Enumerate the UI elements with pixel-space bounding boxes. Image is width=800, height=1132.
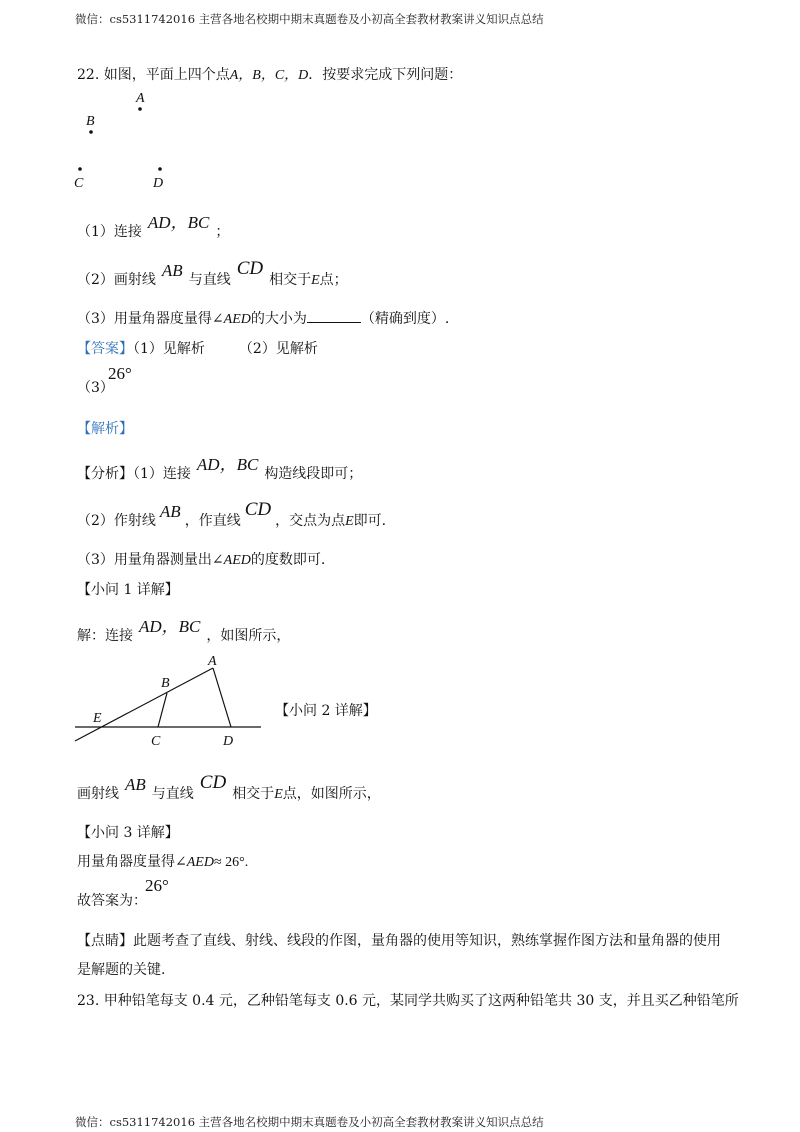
sub2-cd: CD xyxy=(199,772,227,793)
question-23: 23. 甲种铅笔每支 0.4 元，乙种铅笔每支 0.6 元，某同学共购买了这两种铅笔共 30 支，并且买乙种铅笔所 xyxy=(77,993,739,1009)
p2-ab: AB xyxy=(161,261,183,280)
fig-label-a: A xyxy=(208,654,217,669)
page-header: 微信：cs5311742016 主营各地名校期中期末真题卷及小初高全套教材教案讲义知识点总结 xyxy=(75,12,544,26)
answer-2: （2）见解析 xyxy=(238,341,318,357)
sub3-answer-value: 26° xyxy=(145,876,169,895)
p1-post: ； xyxy=(215,224,230,240)
p1-pre: （1）连接 xyxy=(77,224,142,240)
construction-figure xyxy=(65,650,275,750)
l1-pre: （1）连接 xyxy=(133,466,191,482)
sub2-text xyxy=(77,772,381,804)
l2-cd: CD xyxy=(244,499,272,520)
l2-mid: ，作直线 xyxy=(184,513,241,529)
p2-pre: （2）画射线 xyxy=(77,272,156,288)
l2-pre: （2）作射线 xyxy=(77,513,156,529)
comment-line-2: 是解题的关键. xyxy=(77,962,166,978)
comment-line-1 xyxy=(77,930,721,950)
stem-text: 22. 如图，平面上四个点 xyxy=(77,67,230,83)
point-a xyxy=(138,107,142,111)
comment-tag: 【点睛】 xyxy=(77,933,133,949)
answer-3-label: （3） xyxy=(77,380,114,396)
p2-e: E xyxy=(311,273,320,288)
stem-points: A，B，C，D xyxy=(229,68,309,83)
fig-label-d: D xyxy=(223,734,234,749)
part-3 xyxy=(77,308,449,328)
p3-pre: （3）用量角器度量得∠ xyxy=(77,311,224,327)
p3-mid: 的大小为 xyxy=(250,311,307,327)
answer-blank xyxy=(307,310,361,323)
p2-end: 点； xyxy=(319,272,348,288)
sub2-end: 点，如图所示， xyxy=(282,786,381,802)
analysis-tag: 【解析】 xyxy=(77,421,133,437)
comment-text-1: 此题考查了直线、射线、线段的作图，量角器的使用等知识，熟练掌握作图方法和量角器的使用 xyxy=(133,933,721,949)
p2-mid: 与直线 xyxy=(188,272,231,288)
l3-aed: AED xyxy=(223,553,251,568)
sub3-title: 【小问 3 详解】 xyxy=(77,825,179,841)
l2-e: E xyxy=(345,514,354,529)
fx-tag: 【分析】 xyxy=(77,466,133,482)
point-d xyxy=(158,167,162,171)
sub2-ab: AB xyxy=(125,775,146,794)
ray-ab xyxy=(75,668,213,741)
sub1-solution xyxy=(77,617,291,645)
sub3-answer-label: 故答案为： xyxy=(77,893,147,909)
analysis-line-1 xyxy=(77,455,363,483)
answer-tag: 【答案】 xyxy=(77,341,133,357)
question-22-stem xyxy=(77,64,462,84)
label-b: B xyxy=(86,114,95,129)
l3-pre: （3）用量角器测量出∠ xyxy=(77,552,224,568)
part-2 xyxy=(77,258,348,290)
label-d: D xyxy=(153,176,164,191)
l1-math: AD，BC xyxy=(196,455,259,474)
p3-aed: AED xyxy=(223,312,251,327)
fig-label-e: E xyxy=(93,711,102,726)
p1-math: AD，BC xyxy=(147,213,210,232)
l1-post: 构造线段即可； xyxy=(264,466,363,482)
sub1-pre: 解：连接 xyxy=(77,628,133,644)
stem-end: ．按要求完成下列问题： xyxy=(308,67,463,83)
sub1-math: AD，BC xyxy=(139,617,201,636)
l2-ab: AB xyxy=(159,502,181,521)
sub2-mid: 与直线 xyxy=(151,786,194,802)
sub3-aed: AED xyxy=(186,855,214,870)
answer-1: （1）见解析 xyxy=(133,341,205,357)
l2-end: 即可. xyxy=(353,513,387,529)
p2-cd: CD xyxy=(236,258,264,279)
sub3-line-1 xyxy=(77,851,248,871)
page-footer: 微信：cs5311742016 主营各地名校期中期末真题卷及小初高全套教材教案讲义知识点总结 xyxy=(75,1115,544,1129)
label-c: C xyxy=(74,176,84,191)
sub2-title: 【小问 2 详解】 xyxy=(275,703,377,719)
sub2-post: 相交于 xyxy=(232,786,275,802)
answer-3-value: 26° xyxy=(108,364,132,383)
segment-bc xyxy=(158,693,167,727)
p3-post: （精确到度）. xyxy=(360,311,450,327)
label-a: A xyxy=(136,91,145,106)
point-c xyxy=(78,167,82,171)
part-1 xyxy=(77,213,230,241)
p2-post: 相交于 xyxy=(269,272,312,288)
analysis-line-2 xyxy=(77,499,387,531)
fig-label-c: C xyxy=(151,734,161,749)
sub2-pre: 画射线 xyxy=(77,786,119,802)
analysis-line-3 xyxy=(77,549,325,569)
l2-post: ，交点为点 xyxy=(275,513,346,529)
sub2-e: E xyxy=(274,787,283,802)
sub3-pre: 用量角器度量得∠ xyxy=(77,854,187,870)
sub3-post: ≈ 26°. xyxy=(213,855,249,870)
four-points-figure xyxy=(60,85,190,200)
l3-post: 的度数即可. xyxy=(250,552,326,568)
sub1-post: ，如图所示， xyxy=(206,628,291,644)
answer-line xyxy=(77,338,318,358)
segment-ad xyxy=(213,668,231,727)
point-b xyxy=(89,130,93,134)
sub1-title: 【小问 1 详解】 xyxy=(77,582,179,598)
fig-label-b: B xyxy=(161,676,170,691)
